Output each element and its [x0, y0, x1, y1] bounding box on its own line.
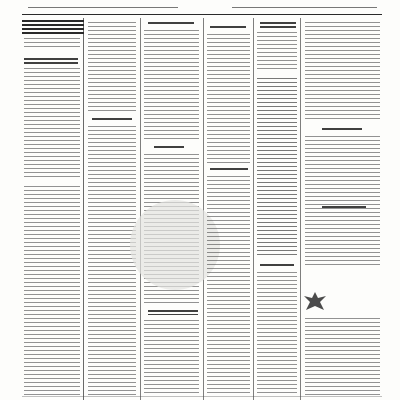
- column-1-body-a: [24, 68, 80, 178]
- emblem-icon: [302, 290, 328, 312]
- column-2-body-b: [88, 126, 136, 396]
- column-5-headline: [260, 22, 296, 28]
- masthead: [22, 20, 84, 34]
- column-5-lower-headline: [260, 264, 294, 268]
- column-4-subheadline: [210, 168, 248, 172]
- running-header-left: [28, 7, 178, 10]
- header-rule: [22, 14, 382, 15]
- column-rule-4: [253, 18, 254, 400]
- masthead-subtext: [24, 38, 80, 50]
- column-6-headline: [322, 128, 362, 132]
- column-4-body-b: [207, 176, 250, 396]
- column-6-body-a: [305, 22, 380, 122]
- column-1-body-b: [24, 186, 80, 396]
- column-6-body-b: [305, 136, 380, 266]
- column-3-lower-headline: [148, 310, 198, 315]
- column-rule-1: [83, 18, 84, 400]
- column-1-headline: [24, 58, 78, 64]
- column-4-headline: [210, 26, 246, 30]
- running-header-right: [232, 7, 377, 10]
- column-2-headline: [92, 118, 132, 122]
- column-rule-2: [140, 18, 141, 400]
- column-6-highlight: [322, 206, 366, 210]
- column-3-body-a: [144, 30, 199, 140]
- column-3-headline: [148, 22, 194, 26]
- column-6-body-c: [305, 318, 380, 396]
- column-rule-5: [300, 18, 301, 400]
- page-edge-fade: [22, 396, 382, 399]
- column-2-body-a: [88, 22, 136, 114]
- column-3-body-c: [144, 320, 199, 396]
- column-3-subheadline: [154, 146, 184, 150]
- column-5-list: [257, 78, 297, 258]
- column-4-body-a: [207, 34, 250, 164]
- column-5-body-b: [257, 272, 297, 396]
- column-5-body-a: [257, 32, 297, 72]
